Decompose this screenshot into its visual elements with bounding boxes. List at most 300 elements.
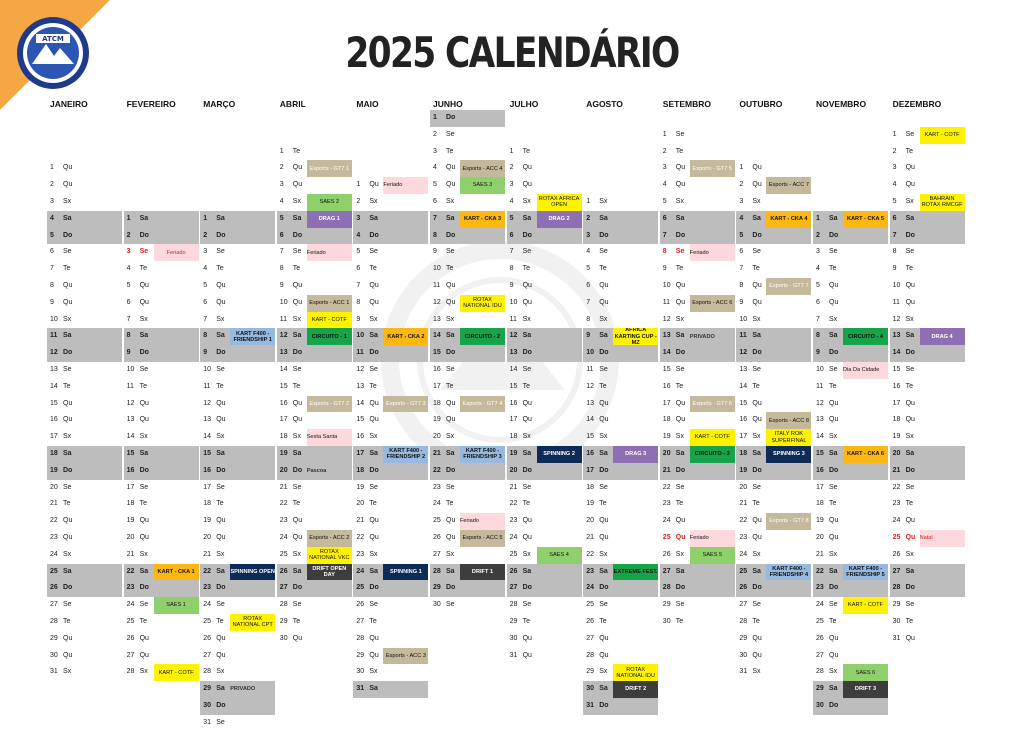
day-cell[interactable]	[890, 127, 965, 144]
day-cell[interactable]	[430, 160, 505, 177]
day-cell[interactable]	[507, 564, 582, 581]
day-cell[interactable]	[124, 496, 199, 513]
day-cell[interactable]	[507, 244, 582, 261]
day-cell[interactable]	[47, 362, 122, 379]
day-cell[interactable]	[660, 328, 735, 345]
day-cell[interactable]	[200, 530, 275, 547]
day-cell[interactable]	[277, 194, 352, 211]
day-cell[interactable]	[736, 480, 811, 497]
day-cell[interactable]	[353, 480, 428, 497]
calendar-event[interactable]: SPINNING 3	[766, 446, 811, 463]
day-cell[interactable]	[583, 513, 658, 530]
day-cell[interactable]	[890, 177, 965, 194]
calendar-event[interactable]: SAES 1	[154, 597, 199, 614]
day-cell[interactable]	[583, 295, 658, 312]
day-cell[interactable]	[890, 261, 965, 278]
day-cell[interactable]	[890, 244, 965, 261]
day-cell[interactable]	[890, 597, 965, 614]
day-cell[interactable]	[813, 295, 888, 312]
day-cell[interactable]	[507, 496, 582, 513]
day-cell[interactable]	[890, 194, 965, 211]
day-cell[interactable]	[813, 261, 888, 278]
calendar-event[interactable]: PRIVADO	[230, 681, 275, 698]
day-cell[interactable]	[200, 244, 275, 261]
day-cell[interactable]	[430, 362, 505, 379]
day-cell[interactable]	[124, 295, 199, 312]
day-cell[interactable]	[200, 715, 275, 732]
day-cell[interactable]	[660, 429, 735, 446]
day-cell[interactable]	[353, 379, 428, 396]
day-cell[interactable]	[277, 564, 352, 581]
calendar-event[interactable]: ROTAX NATIONAL CPT	[230, 614, 275, 631]
day-cell[interactable]	[277, 362, 352, 379]
day-cell[interactable]	[813, 664, 888, 681]
day-cell[interactable]	[507, 160, 582, 177]
day-cell[interactable]	[47, 564, 122, 581]
day-cell[interactable]	[430, 446, 505, 463]
calendar-event[interactable]: DRIFT OPEN DAY	[307, 564, 352, 581]
calendar-event[interactable]: Esports - GT7 6	[690, 396, 735, 413]
day-cell[interactable]	[813, 396, 888, 413]
day-cell[interactable]	[124, 614, 199, 631]
day-cell[interactable]	[736, 664, 811, 681]
day-cell[interactable]	[124, 328, 199, 345]
day-cell[interactable]	[507, 463, 582, 480]
day-cell[interactable]	[124, 345, 199, 362]
calendar-event[interactable]: KART F400 - FRIENDSHIP 3	[460, 446, 505, 463]
day-cell[interactable]	[507, 261, 582, 278]
day-cell[interactable]	[430, 480, 505, 497]
calendar-event[interactable]: KART - COTF	[920, 127, 965, 144]
day-cell[interactable]	[507, 211, 582, 228]
day-cell[interactable]	[47, 412, 122, 429]
day-cell[interactable]	[353, 463, 428, 480]
calendar-event[interactable]: Esports - GT7 7	[766, 278, 811, 295]
day-cell[interactable]	[430, 429, 505, 446]
day-cell[interactable]	[583, 564, 658, 581]
calendar-event[interactable]: DRAG 3	[613, 446, 658, 463]
day-cell[interactable]	[200, 211, 275, 228]
day-cell[interactable]	[47, 194, 122, 211]
day-cell[interactable]	[660, 597, 735, 614]
day-cell[interactable]	[890, 614, 965, 631]
day-cell[interactable]	[583, 362, 658, 379]
day-cell[interactable]	[47, 345, 122, 362]
calendar-event[interactable]: DRAG 4	[920, 328, 965, 345]
day-cell[interactable]	[660, 295, 735, 312]
day-cell[interactable]	[507, 396, 582, 413]
day-cell[interactable]	[353, 547, 428, 564]
day-cell[interactable]	[430, 144, 505, 161]
day-cell[interactable]	[660, 513, 735, 530]
day-cell[interactable]	[736, 194, 811, 211]
day-cell[interactable]	[583, 480, 658, 497]
day-cell[interactable]	[736, 345, 811, 362]
calendar-event[interactable]: SPINNING OPEN	[230, 564, 275, 581]
calendar-event[interactable]: Feriado	[690, 244, 735, 261]
day-cell[interactable]	[507, 547, 582, 564]
calendar-event[interactable]: Dia Da Cidade	[843, 362, 888, 379]
day-cell[interactable]	[200, 261, 275, 278]
calendar-event[interactable]: Natal	[920, 530, 965, 547]
day-cell[interactable]	[813, 228, 888, 245]
day-cell[interactable]	[813, 614, 888, 631]
day-cell[interactable]	[583, 278, 658, 295]
day-cell[interactable]	[124, 379, 199, 396]
calendar-event[interactable]: AFRICA KARTING CUP - MZ	[614, 328, 657, 346]
day-cell[interactable]	[200, 278, 275, 295]
day-cell[interactable]	[660, 480, 735, 497]
day-cell[interactable]	[660, 547, 735, 564]
calendar-event[interactable]: Feriado	[307, 244, 352, 261]
calendar-event[interactable]: CIRCUITO - 2	[460, 328, 505, 345]
calendar-event[interactable]: SAES 6	[843, 664, 888, 681]
day-cell[interactable]	[736, 295, 811, 312]
day-cell[interactable]	[736, 396, 811, 413]
day-cell[interactable]	[47, 278, 122, 295]
day-cell[interactable]	[277, 396, 352, 413]
day-cell[interactable]	[277, 463, 352, 480]
day-cell[interactable]	[813, 480, 888, 497]
day-cell[interactable]	[200, 295, 275, 312]
day-cell[interactable]	[583, 446, 658, 463]
calendar-event[interactable]: ROTAX NATIONAL IDU	[460, 295, 505, 312]
day-cell[interactable]	[353, 580, 428, 597]
day-cell[interactable]	[353, 530, 428, 547]
day-cell[interactable]	[277, 530, 352, 547]
day-cell[interactable]	[583, 648, 658, 665]
calendar-event[interactable]: Feriado	[383, 177, 428, 194]
calendar-event[interactable]: Feriado	[460, 513, 505, 530]
day-cell[interactable]	[47, 648, 122, 665]
calendar-event[interactable]: KART - CKA 1	[154, 564, 199, 581]
day-cell[interactable]	[890, 530, 965, 547]
day-cell[interactable]	[353, 312, 428, 329]
calendar-event[interactable]: KART F400 - FRIENDSHIP 2	[383, 446, 428, 463]
calendar-event[interactable]: KART - COTF	[307, 312, 352, 329]
day-cell[interactable]	[736, 312, 811, 329]
day-cell[interactable]	[277, 580, 352, 597]
day-cell[interactable]	[813, 463, 888, 480]
day-cell[interactable]	[736, 362, 811, 379]
day-cell[interactable]	[736, 463, 811, 480]
day-cell[interactable]	[507, 513, 582, 530]
day-cell[interactable]	[736, 261, 811, 278]
day-cell[interactable]	[200, 681, 275, 698]
day-cell[interactable]	[277, 631, 352, 648]
calendar-event[interactable]: KART - CKA 5	[843, 211, 888, 228]
calendar-event[interactable]: CIRCUITO - 3	[690, 446, 735, 463]
day-cell[interactable]	[277, 412, 352, 429]
day-cell[interactable]	[47, 513, 122, 530]
calendar-event[interactable]: Esports - GT7 8	[766, 513, 811, 530]
day-cell[interactable]	[353, 345, 428, 362]
day-cell[interactable]	[736, 547, 811, 564]
day-cell[interactable]	[890, 160, 965, 177]
calendar-event[interactable]: Esports - ACC 2	[307, 530, 352, 547]
day-cell[interactable]	[277, 597, 352, 614]
day-cell[interactable]	[430, 295, 505, 312]
day-cell[interactable]	[736, 530, 811, 547]
calendar-event[interactable]: KART - COTF	[154, 664, 199, 681]
day-cell[interactable]	[890, 412, 965, 429]
calendar-event[interactable]: Pascoa	[307, 463, 352, 480]
day-cell[interactable]	[736, 379, 811, 396]
day-cell[interactable]	[124, 396, 199, 413]
day-cell[interactable]	[660, 362, 735, 379]
calendar-event[interactable]: DRIFT 3	[843, 681, 888, 698]
day-cell[interactable]	[583, 312, 658, 329]
day-cell[interactable]	[813, 312, 888, 329]
day-cell[interactable]	[583, 614, 658, 631]
day-cell[interactable]	[583, 597, 658, 614]
day-cell[interactable]	[507, 648, 582, 665]
day-cell[interactable]	[813, 530, 888, 547]
day-cell[interactable]	[353, 278, 428, 295]
day-cell[interactable]	[47, 597, 122, 614]
day-cell[interactable]	[200, 228, 275, 245]
day-cell[interactable]	[813, 412, 888, 429]
day-cell[interactable]	[583, 396, 658, 413]
day-cell[interactable]	[277, 496, 352, 513]
calendar-event[interactable]: SAES 5	[690, 547, 735, 564]
calendar-event[interactable]: KART F400 - FRIENDSHIP 4	[766, 564, 811, 581]
day-cell[interactable]	[890, 328, 965, 345]
day-cell[interactable]	[47, 480, 122, 497]
day-cell[interactable]	[813, 211, 888, 228]
day-cell[interactable]	[583, 194, 658, 211]
day-cell[interactable]	[353, 177, 428, 194]
day-cell[interactable]	[277, 379, 352, 396]
calendar-event[interactable]: DRIFT 1	[460, 564, 505, 581]
day-cell[interactable]	[124, 648, 199, 665]
day-cell[interactable]	[200, 412, 275, 429]
calendar-event[interactable]: DRAG 1	[307, 211, 352, 228]
day-cell[interactable]	[277, 278, 352, 295]
day-cell[interactable]	[507, 144, 582, 161]
day-cell[interactable]	[583, 496, 658, 513]
day-cell[interactable]	[124, 631, 199, 648]
day-cell[interactable]	[736, 228, 811, 245]
day-cell[interactable]	[200, 463, 275, 480]
calendar-event[interactable]: BAHRAIN ROTAX RMCGF	[920, 194, 965, 211]
day-cell[interactable]	[277, 513, 352, 530]
day-cell[interactable]	[124, 547, 199, 564]
day-cell[interactable]	[660, 144, 735, 161]
calendar-event[interactable]: Esports - GT7 4	[460, 396, 505, 413]
day-cell[interactable]	[660, 228, 735, 245]
calendar-event[interactable]: SAES 4	[537, 547, 582, 564]
day-cell[interactable]	[353, 362, 428, 379]
day-cell[interactable]	[660, 177, 735, 194]
day-cell[interactable]	[813, 547, 888, 564]
day-cell[interactable]	[890, 211, 965, 228]
day-cell[interactable]	[353, 244, 428, 261]
day-cell[interactable]	[660, 278, 735, 295]
day-cell[interactable]	[430, 530, 505, 547]
day-cell[interactable]	[47, 261, 122, 278]
day-cell[interactable]	[124, 597, 199, 614]
day-cell[interactable]	[736, 328, 811, 345]
calendar-event[interactable]: KART - COTF	[843, 597, 888, 614]
day-cell[interactable]	[277, 328, 352, 345]
day-cell[interactable]	[124, 530, 199, 547]
day-cell[interactable]	[47, 580, 122, 597]
day-cell[interactable]	[47, 631, 122, 648]
calendar-event[interactable]: Esports - GT7 5	[690, 160, 735, 177]
day-cell[interactable]	[736, 597, 811, 614]
calendar-event[interactable]: Esports - ACC 3	[383, 648, 428, 665]
day-cell[interactable]	[200, 698, 275, 715]
day-cell[interactable]	[47, 530, 122, 547]
day-cell[interactable]	[813, 496, 888, 513]
day-cell[interactable]	[736, 648, 811, 665]
day-cell[interactable]	[430, 412, 505, 429]
day-cell[interactable]	[660, 463, 735, 480]
day-cell[interactable]	[430, 396, 505, 413]
day-cell[interactable]	[890, 362, 965, 379]
day-cell[interactable]	[660, 160, 735, 177]
day-cell[interactable]	[890, 345, 965, 362]
day-cell[interactable]	[736, 446, 811, 463]
day-cell[interactable]	[890, 580, 965, 597]
day-cell[interactable]	[507, 228, 582, 245]
calendar-event[interactable]: EXTREME FEST.	[613, 564, 658, 581]
calendar-event[interactable]: ITALY ROK SUPERFINAL	[766, 429, 811, 446]
calendar-event[interactable]: Esports - ACC 5	[460, 530, 505, 547]
day-cell[interactable]	[813, 648, 888, 665]
calendar-event[interactable]: SAES 3	[460, 177, 505, 194]
day-cell[interactable]	[277, 547, 352, 564]
day-cell[interactable]	[47, 211, 122, 228]
calendar-event[interactable]: KART - CKA 6	[843, 446, 888, 463]
day-cell[interactable]	[660, 496, 735, 513]
calendar-event[interactable]: Esports - ACC 8	[766, 412, 811, 429]
day-cell[interactable]	[507, 530, 582, 547]
day-cell[interactable]	[813, 446, 888, 463]
day-cell[interactable]	[430, 328, 505, 345]
day-cell[interactable]	[813, 631, 888, 648]
day-cell[interactable]	[200, 429, 275, 446]
day-cell[interactable]	[890, 278, 965, 295]
calendar-event[interactable]: ROTAX NATIONAL IDU	[613, 664, 658, 681]
day-cell[interactable]	[277, 614, 352, 631]
day-cell[interactable]	[736, 412, 811, 429]
day-cell[interactable]	[200, 362, 275, 379]
day-cell[interactable]	[200, 396, 275, 413]
calendar-event[interactable]: DRAG 2	[537, 211, 582, 228]
day-cell[interactable]	[430, 379, 505, 396]
day-cell[interactable]	[507, 446, 582, 463]
day-cell[interactable]	[583, 530, 658, 547]
day-cell[interactable]	[660, 127, 735, 144]
day-cell[interactable]	[507, 614, 582, 631]
day-cell[interactable]	[353, 412, 428, 429]
day-cell[interactable]	[200, 614, 275, 631]
calendar-event[interactable]: Esports - ACC 4	[460, 160, 505, 177]
day-cell[interactable]	[200, 597, 275, 614]
day-cell[interactable]	[200, 480, 275, 497]
day-cell[interactable]	[890, 547, 965, 564]
day-cell[interactable]	[430, 547, 505, 564]
day-cell[interactable]	[890, 295, 965, 312]
day-cell[interactable]	[200, 513, 275, 530]
day-cell[interactable]	[47, 177, 122, 194]
calendar-event[interactable]: ROTAX AFRICA OPEN	[537, 194, 582, 211]
day-cell[interactable]	[736, 564, 811, 581]
day-cell[interactable]	[890, 228, 965, 245]
day-cell[interactable]	[507, 379, 582, 396]
day-cell[interactable]	[47, 429, 122, 446]
day-cell[interactable]	[507, 295, 582, 312]
calendar-event[interactable]: KART - CKA 3	[460, 211, 505, 228]
day-cell[interactable]	[890, 631, 965, 648]
day-cell[interactable]	[277, 261, 352, 278]
day-cell[interactable]	[890, 429, 965, 446]
day-cell[interactable]	[660, 194, 735, 211]
day-cell[interactable]	[277, 177, 352, 194]
day-cell[interactable]	[813, 580, 888, 597]
day-cell[interactable]	[736, 278, 811, 295]
day-cell[interactable]	[507, 597, 582, 614]
day-cell[interactable]	[660, 412, 735, 429]
day-cell[interactable]	[583, 379, 658, 396]
day-cell[interactable]	[47, 396, 122, 413]
day-cell[interactable]	[430, 177, 505, 194]
day-cell[interactable]	[430, 564, 505, 581]
day-cell[interactable]	[660, 244, 735, 261]
day-cell[interactable]	[200, 580, 275, 597]
day-cell[interactable]	[736, 429, 811, 446]
day-cell[interactable]	[507, 177, 582, 194]
day-cell[interactable]	[583, 211, 658, 228]
day-cell[interactable]	[124, 261, 199, 278]
day-cell[interactable]	[660, 211, 735, 228]
day-cell[interactable]	[353, 261, 428, 278]
day-cell[interactable]	[277, 312, 352, 329]
day-cell[interactable]	[660, 446, 735, 463]
day-cell[interactable]	[353, 648, 428, 665]
day-cell[interactable]	[583, 244, 658, 261]
day-cell[interactable]	[507, 631, 582, 648]
day-cell[interactable]	[200, 648, 275, 665]
day-cell[interactable]	[507, 429, 582, 446]
day-cell[interactable]	[277, 144, 352, 161]
day-cell[interactable]	[47, 547, 122, 564]
day-cell[interactable]	[660, 261, 735, 278]
day-cell[interactable]	[583, 228, 658, 245]
day-cell[interactable]	[507, 480, 582, 497]
day-cell[interactable]	[660, 379, 735, 396]
day-cell[interactable]	[200, 379, 275, 396]
day-cell[interactable]	[583, 328, 658, 345]
calendar-event[interactable]: ROTAX NATIONAL VKC	[307, 547, 352, 564]
day-cell[interactable]	[430, 278, 505, 295]
calendar-event[interactable]: Esports - ACC 7	[766, 177, 811, 194]
day-cell[interactable]	[124, 580, 199, 597]
day-cell[interactable]	[200, 328, 275, 345]
calendar-event[interactable]: KART - CKA 2	[383, 328, 428, 345]
day-cell[interactable]	[47, 244, 122, 261]
day-cell[interactable]	[507, 278, 582, 295]
calendar-event[interactable]: Esports - ACC 1	[307, 295, 352, 312]
day-cell[interactable]	[47, 228, 122, 245]
day-cell[interactable]	[124, 228, 199, 245]
day-cell[interactable]	[890, 564, 965, 581]
day-cell[interactable]	[277, 446, 352, 463]
day-cell[interactable]	[507, 362, 582, 379]
day-cell[interactable]	[507, 194, 582, 211]
